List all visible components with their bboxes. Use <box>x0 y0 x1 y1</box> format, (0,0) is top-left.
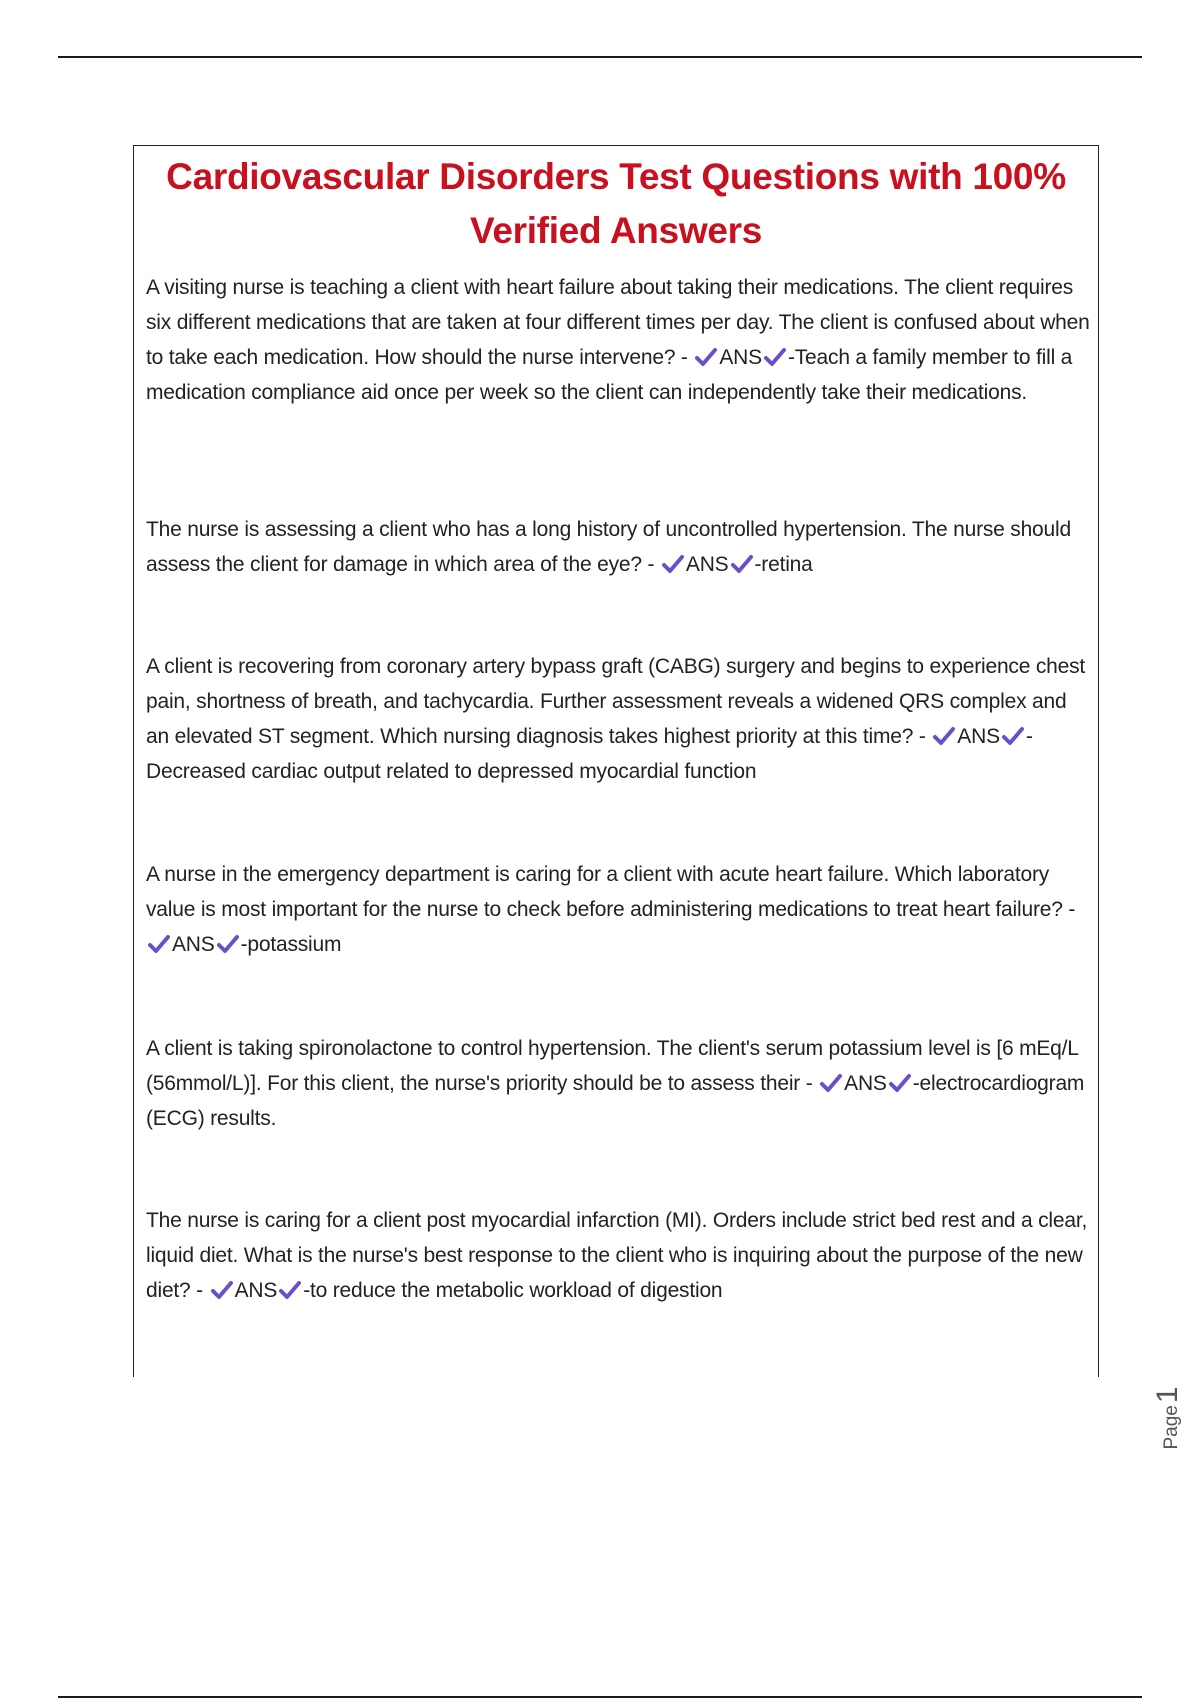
check-icon <box>695 348 717 366</box>
answer-text: -to reduce the metabolic workload of digestion <box>303 1279 723 1302</box>
answer-text: -Teach a family member to fill a medication compliance aid once per week so the client can independently take their medications. <box>146 346 1073 404</box>
check-icon <box>279 1281 301 1299</box>
answer-marker: ANS <box>844 1072 887 1095</box>
question-text: The nurse is caring for a client post myocardial infarction (MI). Orders include strict bed rest and a clear, liquid diet. What is the nurse's best response to the client who is inquiring about the purpose of the new diet? - <box>146 1209 1088 1302</box>
check-icon <box>211 1281 233 1299</box>
check-icon <box>662 555 684 573</box>
qa-item-3 <box>146 649 1090 789</box>
answer-text: -potassium <box>240 933 342 956</box>
qa-item-4 <box>146 857 1090 962</box>
page-number <box>1148 1378 1188 1458</box>
qa-item-2 <box>146 512 1090 582</box>
answer-marker: ANS <box>719 346 762 369</box>
qa-item-6 <box>146 1203 1090 1308</box>
question-text: A client is taking spironolactone to control hypertension. The client's serum potassium level is [6 mEq/L (56mmol/L)]. For this client, the nurse's priority should be to assess their - <box>146 1037 1078 1095</box>
answer-text: -retina <box>754 553 813 576</box>
answer-text: -electrocardiogram (ECG) results. <box>146 1072 1085 1130</box>
question-text: A nurse in the emergency department is caring for a client with acute heart failure. Which laboratory value is most important for the nurse to check before administering medications to treat heart failure? - <box>146 863 1076 921</box>
header-rule <box>58 56 1142 58</box>
document-title: Cardiovascular Disorders Test Questions with 100% Verified Answers <box>166 156 1066 251</box>
qa-item-1 <box>146 270 1090 410</box>
question-text: A visiting nurse is teaching a client with heart failure about taking their medications. The client requires six different medications that are taken at four different times per day. The client is confused about when to take each medication. How should the nurse intervene? - <box>146 276 1090 369</box>
page-label: Page <box>1161 1405 1182 1450</box>
answer-marker: ANS <box>685 553 729 576</box>
check-icon <box>889 1074 911 1092</box>
question-text: The nurse is assessing a client who has a long history of uncontrolled hypertension. The nurse should assess the client for damage in which area of the eye? - <box>146 518 1071 576</box>
check-icon <box>820 1074 842 1092</box>
answer-marker: ANS <box>172 933 215 956</box>
check-icon <box>933 727 955 745</box>
answer-text: -Decreased cardiac output related to depressed myocardial function <box>146 725 1033 783</box>
check-icon <box>1002 727 1024 745</box>
question-text: A client is recovering from coronary artery bypass graft (CABG) surgery and begins to experience chest pain, shortness of breath, and tachycardia. Further assessment reveals a widened QRS complex and an elevated ST segment. Which nursing diagnosis takes highest priority at this time? - <box>146 655 1086 748</box>
answer-marker: ANS <box>234 1279 278 1302</box>
check-icon <box>217 935 239 953</box>
page-digit: 1 <box>1151 1386 1184 1404</box>
footer-rule <box>58 1696 1142 1698</box>
check-icon <box>731 555 753 573</box>
answer-marker: ANS <box>957 725 1000 748</box>
check-icon <box>764 348 786 366</box>
qa-item-5 <box>146 1031 1090 1136</box>
check-icon <box>148 935 170 953</box>
